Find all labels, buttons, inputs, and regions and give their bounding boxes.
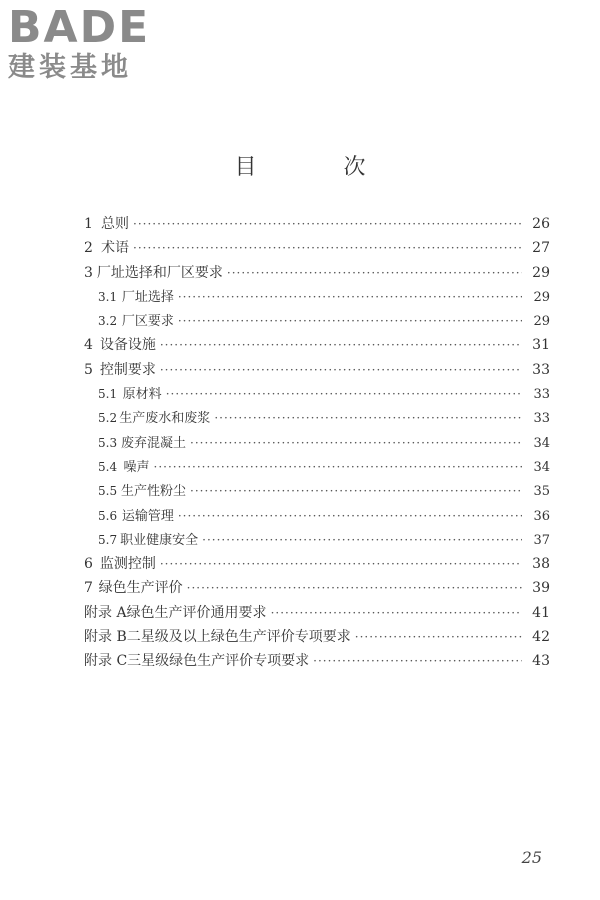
toc-entry-label: 职业健康安全 bbox=[120, 532, 199, 548]
toc-entry-label: 噪声 bbox=[123, 459, 150, 475]
toc-entry-page: 35 bbox=[533, 484, 550, 500]
toc-entry-number: 7 bbox=[84, 580, 93, 597]
toc-entry-page: 34 bbox=[533, 435, 550, 451]
toc-entry-number: 5.1 bbox=[98, 387, 118, 402]
toc-entry-label: 控制要求 bbox=[99, 361, 156, 378]
toc-entry-number: 5.6 bbox=[98, 508, 118, 523]
toc-leader-dots bbox=[133, 212, 522, 236]
logo-wordmark: BADE bbox=[8, 2, 151, 53]
toc-entry-number: 4 bbox=[84, 337, 93, 354]
toc-leader-dots bbox=[133, 236, 522, 260]
toc-entry-number: 5.2 bbox=[98, 411, 118, 426]
toc-entry bbox=[80, 309, 550, 333]
toc-entry bbox=[80, 406, 550, 430]
toc-leader-dots bbox=[178, 504, 522, 528]
toc-entry bbox=[80, 504, 550, 528]
toc-leader-dots bbox=[178, 309, 522, 333]
toc-entry-number: 1 bbox=[84, 216, 93, 232]
toc-entry-page: 26 bbox=[532, 216, 550, 232]
toc-entry bbox=[80, 479, 550, 503]
toc-entry-label: 厂区要求 bbox=[121, 314, 174, 330]
toc-leader-dots bbox=[355, 625, 522, 649]
logo-subtitle: 建装基地 bbox=[8, 52, 132, 83]
toc-entry-page: 29 bbox=[533, 314, 550, 330]
toc-entry-page: 29 bbox=[532, 264, 550, 281]
toc-entry-page: 27 bbox=[532, 240, 550, 257]
toc-entry-label: 生产性粉尘 bbox=[120, 484, 186, 500]
toc-entry-page: 39 bbox=[532, 580, 550, 597]
toc-entry-label: 总则 bbox=[101, 216, 130, 232]
toc-entry bbox=[80, 261, 550, 285]
bade-logo bbox=[8, 2, 178, 84]
toc-entry-label: 监测控制 bbox=[99, 556, 156, 573]
toc-entry bbox=[80, 455, 550, 479]
toc-leader-dots bbox=[190, 431, 522, 455]
toc-entry bbox=[80, 649, 550, 673]
toc-entry-label: 术语 bbox=[101, 240, 130, 257]
toc-entry-label: 二星级及以上绿色生产评价专项要求 bbox=[126, 629, 351, 646]
toc-entry-label: 三星级绿色生产评价专项要求 bbox=[127, 653, 310, 670]
toc-leader-dots bbox=[160, 358, 522, 382]
toc-entry-page: 36 bbox=[533, 508, 550, 524]
toc-entry bbox=[80, 212, 550, 236]
toc-leader-dots bbox=[202, 528, 522, 552]
toc-leader-dots bbox=[214, 406, 522, 430]
page-title: 目 次 bbox=[234, 155, 406, 180]
toc-leader-dots bbox=[160, 333, 522, 357]
toc-entry-number: 2 bbox=[84, 240, 93, 257]
toc-entry-label: 厂址选择和厂区要求 bbox=[96, 264, 223, 281]
table-of-contents bbox=[80, 212, 550, 674]
toc-entry-number: 6 bbox=[84, 556, 93, 573]
toc-leader-dots bbox=[190, 479, 522, 503]
toc-entry-page: 43 bbox=[532, 653, 550, 670]
toc-entry-page: 38 bbox=[532, 556, 550, 573]
toc-entry-number: 附录 A bbox=[84, 604, 127, 621]
toc-leader-dots bbox=[227, 261, 522, 285]
toc-entry-page: 31 bbox=[532, 337, 550, 354]
toc-entry-page: 33 bbox=[533, 411, 550, 427]
toc-entry-label: 运输管理 bbox=[121, 508, 174, 524]
toc-entry-number: 5.5 bbox=[98, 484, 118, 499]
toc-entry-label: 生产废水和废浆 bbox=[119, 411, 211, 427]
toc-entry bbox=[80, 333, 550, 357]
toc-entry bbox=[80, 236, 550, 260]
toc-leader-dots bbox=[313, 649, 522, 673]
toc-entry bbox=[80, 431, 550, 455]
toc-leader-dots bbox=[160, 552, 522, 576]
toc-entry bbox=[80, 601, 550, 625]
toc-entry bbox=[80, 382, 550, 406]
toc-entry-number: 5.4 bbox=[98, 459, 118, 474]
toc-entry-page: 33 bbox=[532, 361, 550, 378]
toc-entry-number: 5.3 bbox=[98, 435, 118, 450]
toc-leader-dots bbox=[187, 576, 522, 600]
toc-entry-page: 42 bbox=[532, 629, 550, 646]
toc-leader-dots bbox=[166, 382, 522, 406]
toc-entry-page: 29 bbox=[533, 289, 550, 305]
toc-entry-number: 3.1 bbox=[98, 289, 118, 304]
toc-entry-number: 附录 C bbox=[84, 653, 128, 670]
toc-entry-number: 附录 B bbox=[84, 629, 127, 646]
toc-entry-number: 5 bbox=[84, 361, 93, 378]
toc-entry bbox=[80, 358, 550, 382]
toc-entry bbox=[80, 285, 550, 309]
toc-entry-page: 41 bbox=[532, 604, 550, 621]
toc-entry bbox=[80, 625, 550, 649]
page-number: 25 bbox=[521, 848, 542, 867]
toc-leader-dots bbox=[178, 285, 522, 309]
toc-entry bbox=[80, 552, 550, 576]
toc-entry-label: 绿色生产评价通用要求 bbox=[126, 604, 267, 621]
toc-entry-number: 3 bbox=[84, 264, 93, 281]
toc-entry-number: 5.7 bbox=[98, 532, 118, 547]
toc-entry-label: 厂址选择 bbox=[121, 289, 174, 305]
toc-entry-label: 设备设施 bbox=[99, 337, 156, 354]
toc-entry-page: 34 bbox=[533, 459, 550, 475]
toc-entry-label: 绿色生产评价 bbox=[98, 580, 183, 597]
toc-entry-page: 33 bbox=[533, 387, 550, 403]
toc-entry-page: 37 bbox=[533, 532, 550, 548]
toc-leader-dots bbox=[154, 455, 522, 479]
toc-entry-label: 废弃混凝土 bbox=[120, 435, 186, 451]
toc-entry-number: 3.2 bbox=[98, 314, 118, 329]
toc-entry bbox=[80, 576, 550, 600]
toc-leader-dots bbox=[271, 601, 522, 625]
toc-entry-label: 原材料 bbox=[122, 387, 162, 403]
toc-entry bbox=[80, 528, 550, 552]
